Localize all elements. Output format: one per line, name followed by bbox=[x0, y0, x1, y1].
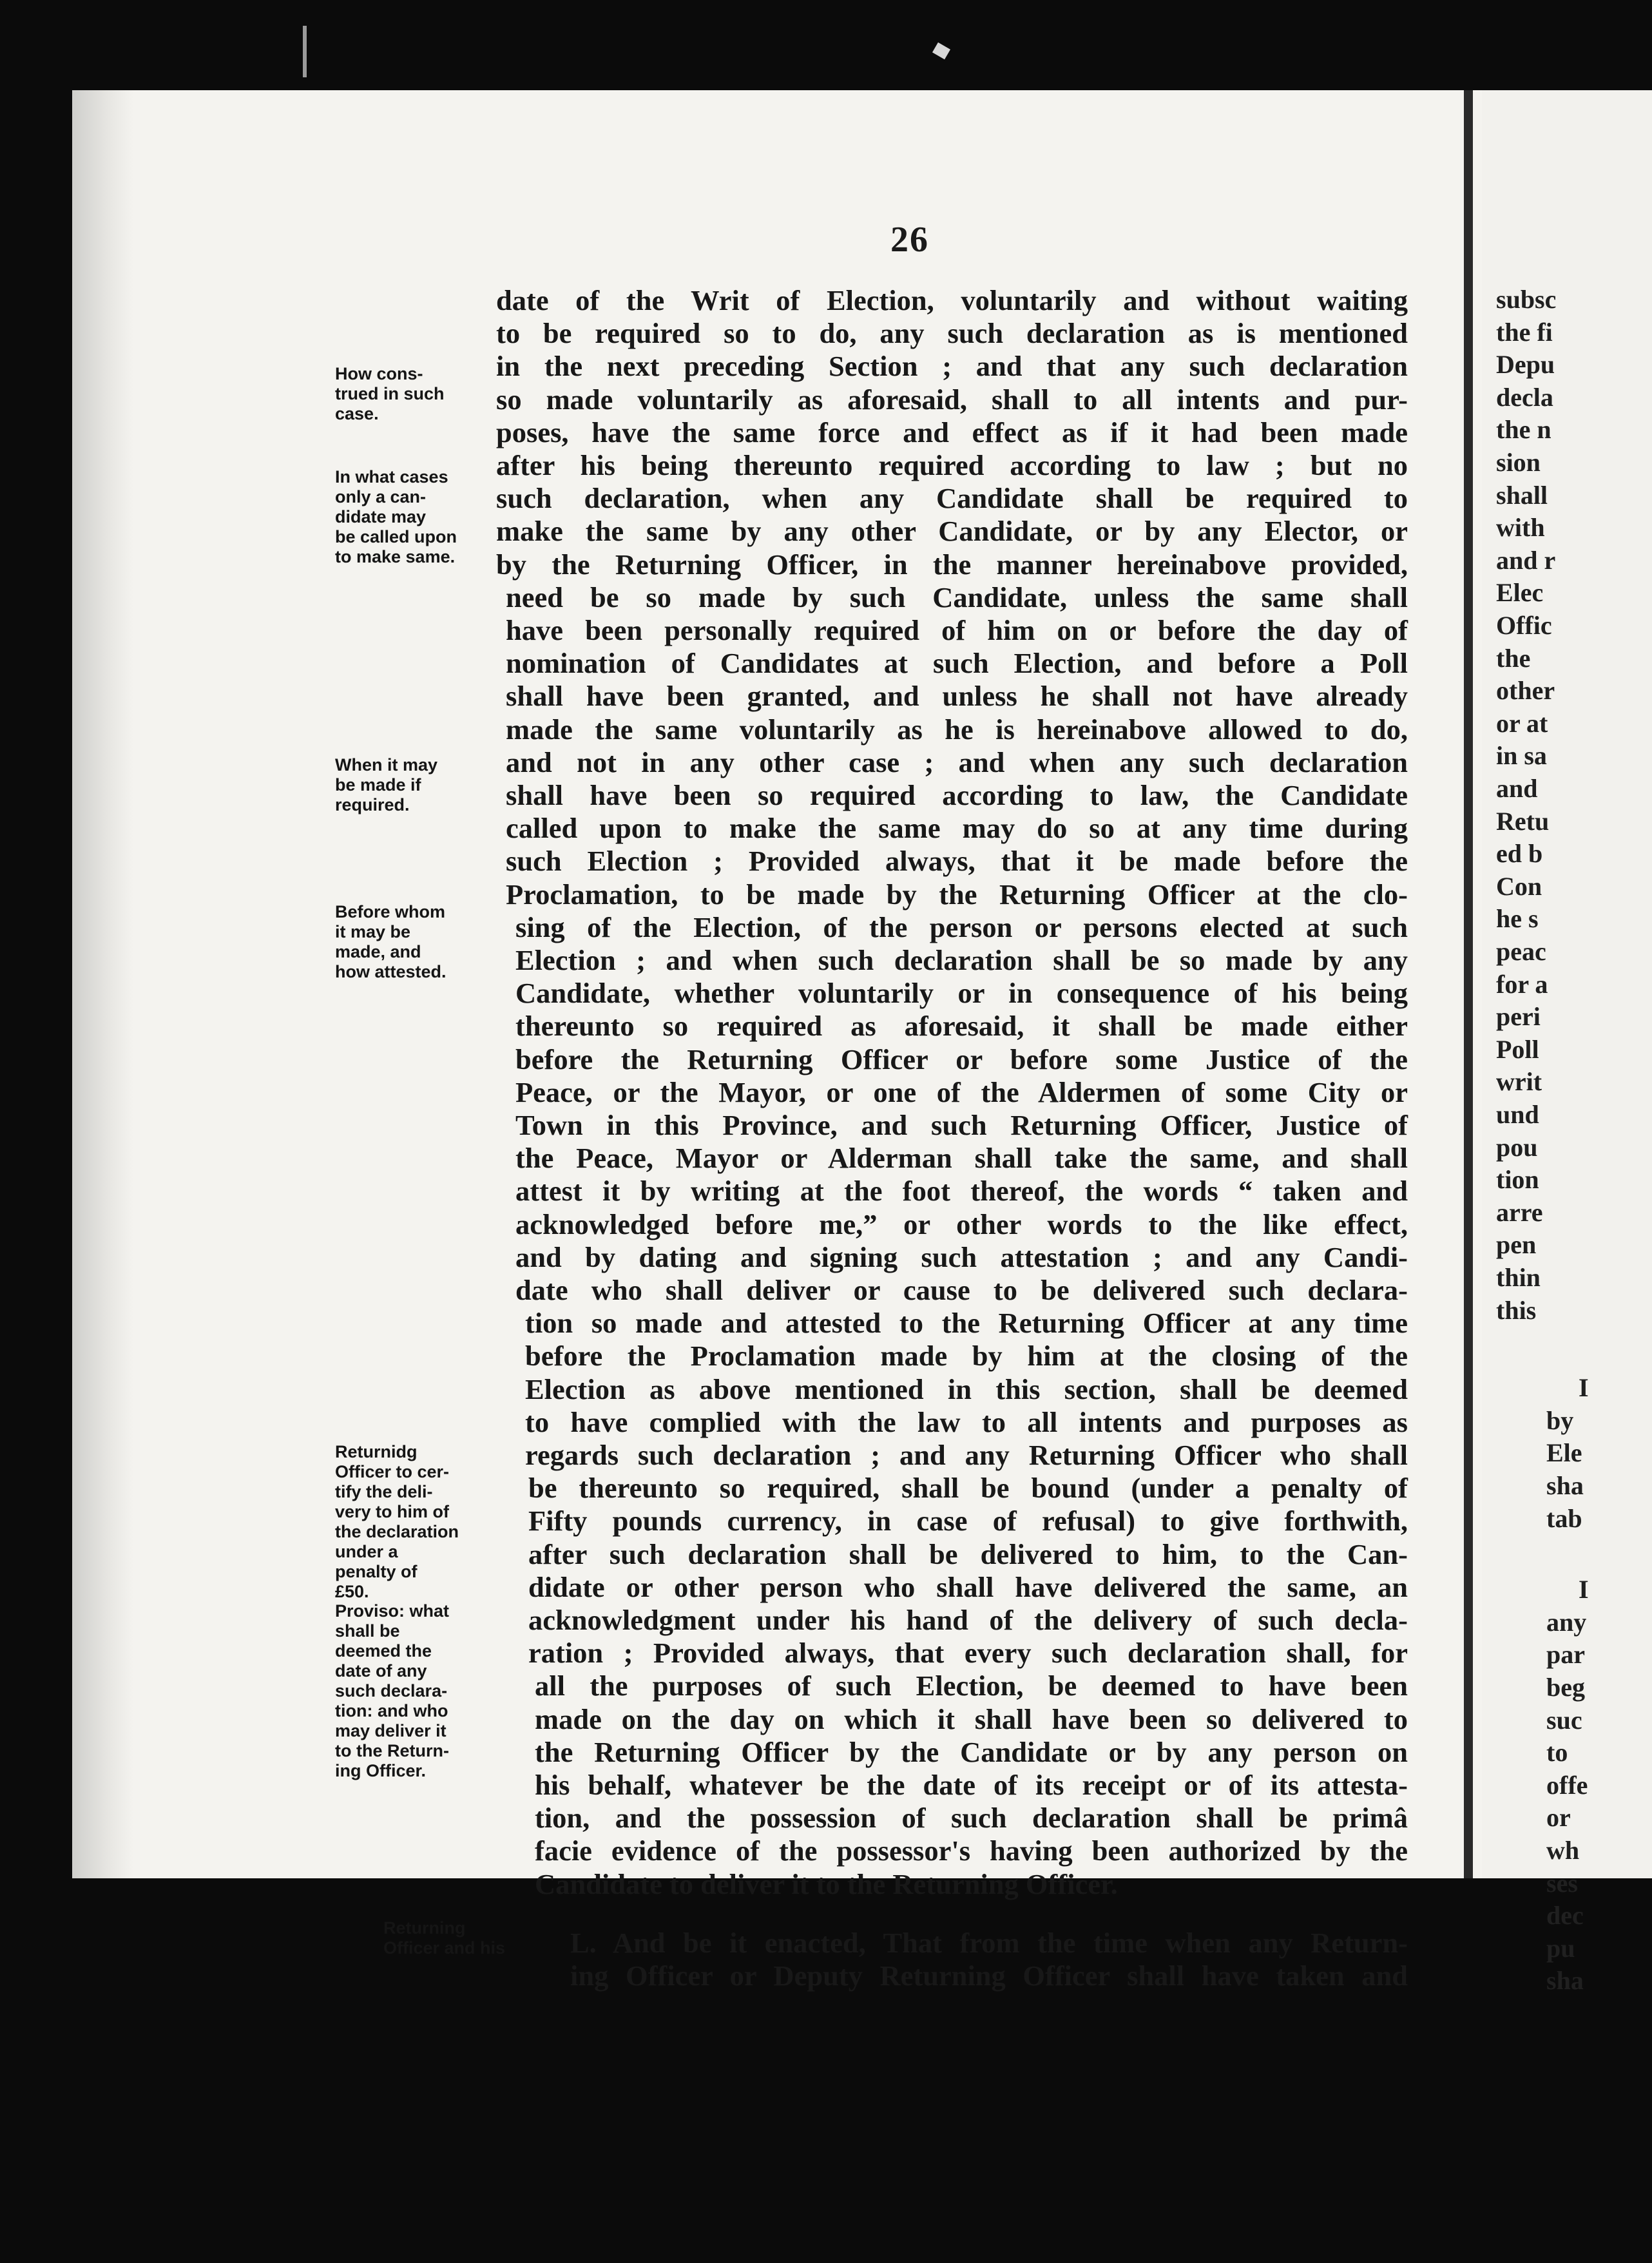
text-line: such declaration, when any Candidate shall be required to bbox=[496, 482, 1408, 515]
adjacent-page-fragment: decla bbox=[1496, 382, 1553, 412]
adjacent-page-fragment: peac bbox=[1496, 937, 1546, 966]
adjacent-page-fragment: or at bbox=[1496, 708, 1548, 738]
text-line: sing of the Election, of the person or persons elected at such bbox=[515, 910, 1408, 943]
adjacent-page-fragment: sha bbox=[1546, 1966, 1584, 1996]
adjacent-page-fragment: und bbox=[1496, 1100, 1539, 1129]
adjacent-page-fragment: suc bbox=[1546, 1705, 1582, 1735]
adjacent-page-fragment: pen bbox=[1496, 1230, 1537, 1260]
adjacent-page-fragment: and bbox=[1496, 774, 1538, 803]
adjacent-page-fragment: in sa bbox=[1496, 741, 1547, 771]
text-line: facie evidence of the possessor's having been authorized by the bbox=[535, 1834, 1408, 1867]
adjacent-page-fragment: Offic bbox=[1496, 611, 1552, 640]
text-line: and by dating and signing such attestation ; and any Candi- bbox=[515, 1240, 1408, 1273]
binding-gutter bbox=[1464, 90, 1473, 1878]
text-line: L. And be it enacted, That from the time when any Return- bbox=[570, 1926, 1408, 1959]
adjacent-page-fragment: sha bbox=[1546, 1471, 1584, 1500]
text-line: ration ; Provided always, that every such declaration shall, for bbox=[528, 1637, 1408, 1670]
text-line: called upon to make the same may do so at any time during bbox=[506, 812, 1408, 845]
text-line: so made voluntarily as aforesaid, shall to all intents and pur- bbox=[496, 383, 1408, 416]
text-line: Proclamation, to be made by the Returning Officer at the clo- bbox=[506, 878, 1408, 910]
marginal-note: Proviso: what shall be deemed the date of any such declara- tion: and who may deliver it to the Return- ing Officer. bbox=[335, 1601, 450, 1780]
text-line: be thereunto so required, shall be bound (under a penalty of bbox=[528, 1472, 1408, 1505]
adjacent-page-fragment: Retu bbox=[1496, 806, 1550, 836]
text-line: tion so made and attested to the Returning Officer at any time bbox=[525, 1307, 1408, 1340]
text-line: Town in this Province, and such Returning Officer, Justice of bbox=[515, 1109, 1408, 1141]
adjacent-page-fragment: dec bbox=[1546, 1901, 1584, 1931]
marginal-note: Returning Officer and his bbox=[383, 1918, 506, 1958]
adjacent-page-fragment: by bbox=[1546, 1405, 1574, 1435]
adjacent-page-fragment: the fi bbox=[1496, 317, 1553, 347]
text-line: Candidate to deliver it to the Returning Officer. bbox=[535, 1867, 1118, 1900]
page-number: 26 bbox=[890, 220, 929, 260]
text-line: didate or other person who shall have delivered the same, an bbox=[528, 1570, 1408, 1603]
marginal-note: Before whom it may be made, and how attested. bbox=[335, 902, 447, 981]
text-line: the Peace, Mayor or Alderman shall take the same, and shall bbox=[515, 1142, 1408, 1175]
text-line: all the purposes of such Election, be deemed to have been bbox=[535, 1670, 1408, 1702]
marginal-note: How cons- trued in such case. bbox=[335, 364, 445, 423]
adjacent-page-fragment: Con bbox=[1496, 871, 1542, 901]
adjacent-page bbox=[1482, 90, 1652, 1996]
marginal-note: When it may be made if required. bbox=[335, 755, 438, 814]
adjacent-page-fragment: Depu bbox=[1496, 350, 1555, 380]
adjacent-page-fragment: Poll bbox=[1496, 1034, 1539, 1064]
adjacent-page-fragment: tion bbox=[1496, 1165, 1539, 1195]
adjacent-page-fragment: shall bbox=[1496, 480, 1548, 510]
text-line: by the Returning Officer, in the manner hereinabove provided, bbox=[496, 548, 1408, 581]
text-line: Candidate, whether voluntarily or in consequence of his being bbox=[515, 977, 1408, 1010]
adjacent-page-fragment: beg bbox=[1546, 1673, 1585, 1702]
adjacent-page-fragment: Elec bbox=[1496, 578, 1544, 608]
text-line: date of the Writ of Election, voluntarily and without waiting bbox=[496, 284, 1408, 316]
text-line: to be required so to do, any such declaration as is mentioned bbox=[496, 317, 1408, 350]
adjacent-page-fragment: wh bbox=[1546, 1836, 1580, 1865]
adjacent-page-fragment: or bbox=[1546, 1803, 1571, 1833]
text-line: before the Proclamation made by him at the closing of the bbox=[525, 1340, 1408, 1372]
text-line: his behalf, whatever be the date of its receipt or of its attesta- bbox=[535, 1769, 1408, 1801]
adjacent-page-fragment: and r bbox=[1496, 545, 1556, 575]
adjacent-page-fragment: the bbox=[1496, 643, 1531, 673]
text-line: date who shall deliver or cause to be delivered such declara- bbox=[515, 1274, 1408, 1306]
text-line: after his being thereunto required according to law ; but no bbox=[496, 449, 1408, 481]
text-line: after such declaration shall be delivered to him, to the Can- bbox=[528, 1537, 1408, 1570]
adjacent-page-fragment: any bbox=[1546, 1607, 1587, 1637]
adjacent-page-fragment: I bbox=[1579, 1373, 1589, 1403]
text-line: acknowledgment under his hand of the delivery of such decla- bbox=[528, 1604, 1408, 1636]
adjacent-page-fragment: the n bbox=[1496, 415, 1551, 445]
text-line: nomination of Candidates at such Election, and before a Poll bbox=[506, 647, 1408, 680]
text-line: Election ; and when such declaration shall be so made by any bbox=[515, 944, 1408, 976]
adjacent-page-fragment: offe bbox=[1546, 1770, 1588, 1800]
adjacent-page-fragment: with bbox=[1496, 513, 1545, 543]
adjacent-page-fragment: tab bbox=[1546, 1503, 1582, 1533]
text-line: Fifty pounds currency, in case of refusal) to give forthwith, bbox=[528, 1505, 1408, 1537]
adjacent-page-fragment: sion bbox=[1496, 448, 1541, 477]
text-line: poses, have the same force and effect as if it had been made bbox=[496, 416, 1408, 448]
text-line: such Election ; Provided always, that it be made before the bbox=[506, 845, 1408, 878]
scan-speck bbox=[303, 26, 307, 77]
text-line: thereunto so required as aforesaid, it shall be made either bbox=[515, 1010, 1408, 1043]
adjacent-page-fragment: arre bbox=[1496, 1197, 1543, 1227]
adjacent-page-fragment: subsc bbox=[1496, 285, 1557, 314]
adjacent-page-fragment: pu bbox=[1546, 1933, 1575, 1963]
text-line: made the same voluntarily as he is hereinabove allowed to do, bbox=[506, 713, 1408, 746]
text-line: and not in any other case ; and when any such declaration bbox=[506, 746, 1408, 778]
adjacent-page-fragment: ed b bbox=[1496, 839, 1543, 869]
adjacent-page-fragment: thin bbox=[1496, 1263, 1541, 1292]
text-line: regards such declaration ; and any Returning Officer who shall bbox=[525, 1439, 1408, 1471]
page-fold-shadow bbox=[72, 90, 133, 1878]
adjacent-page-fragment: other bbox=[1496, 676, 1555, 706]
text-line: Election as above mentioned in this section, shall be deemed bbox=[525, 1372, 1408, 1405]
text-line: make the same by any other Candidate, or by any Elector, or bbox=[496, 515, 1408, 548]
text-line: ing Officer or Deputy Returning Officer shall have taken and bbox=[570, 1960, 1408, 1992]
text-line: the Returning Officer by the Candidate or by any person on bbox=[535, 1735, 1408, 1768]
text-line: Peace, or the Mayor, or one of the Aldermen of some City or bbox=[515, 1075, 1408, 1108]
text-line: made on the day on which it shall have been so delivered to bbox=[535, 1702, 1408, 1735]
text-line: acknowledged before me,” or other words to the like effect, bbox=[515, 1208, 1408, 1240]
adjacent-page-fragment: ses bbox=[1546, 1868, 1578, 1898]
text-line: before the Returning Officer or before some Justice of the bbox=[515, 1043, 1408, 1075]
adjacent-page-fragment: to bbox=[1546, 1738, 1568, 1767]
adjacent-page-fragment: peri bbox=[1496, 1002, 1541, 1032]
adjacent-page-fragment: he s bbox=[1496, 904, 1539, 934]
marginal-note: In what cases only a can- didate may be called upon to make same. bbox=[335, 467, 457, 566]
text-line: shall have been granted, and unless he shall not have already bbox=[506, 680, 1408, 713]
text-line: attest it by writing at the foot thereof, the words “ taken and bbox=[515, 1175, 1408, 1208]
adjacent-page-fragment: I bbox=[1579, 1575, 1589, 1604]
adjacent-page-fragment: pou bbox=[1496, 1132, 1538, 1162]
text-line: shall have been so required according to law, the Candidate bbox=[506, 779, 1408, 811]
adjacent-page-fragment: this bbox=[1496, 1295, 1537, 1325]
adjacent-page-fragment: writ bbox=[1496, 1067, 1542, 1097]
text-line: have been personally required of him on or before the day of bbox=[506, 614, 1408, 646]
marginal-note: Returnidg Officer to cer- tify the deli- very to him of the declaration under a penalty of £50. bbox=[335, 1442, 459, 1601]
adjacent-page-fragment: par bbox=[1546, 1640, 1585, 1670]
text-line: to have complied with the law to all intents and purposes as bbox=[525, 1405, 1408, 1438]
text-line: in the next preceding Section ; and that any such declaration bbox=[496, 350, 1408, 383]
adjacent-page-fragment: Ele bbox=[1546, 1438, 1582, 1468]
adjacent-page-fragment: for a bbox=[1496, 969, 1548, 999]
text-line: need be so made by such Candidate, unless the same shall bbox=[506, 581, 1408, 613]
text-line: tion, and the possession of such declaration shall be primâ bbox=[535, 1802, 1408, 1834]
